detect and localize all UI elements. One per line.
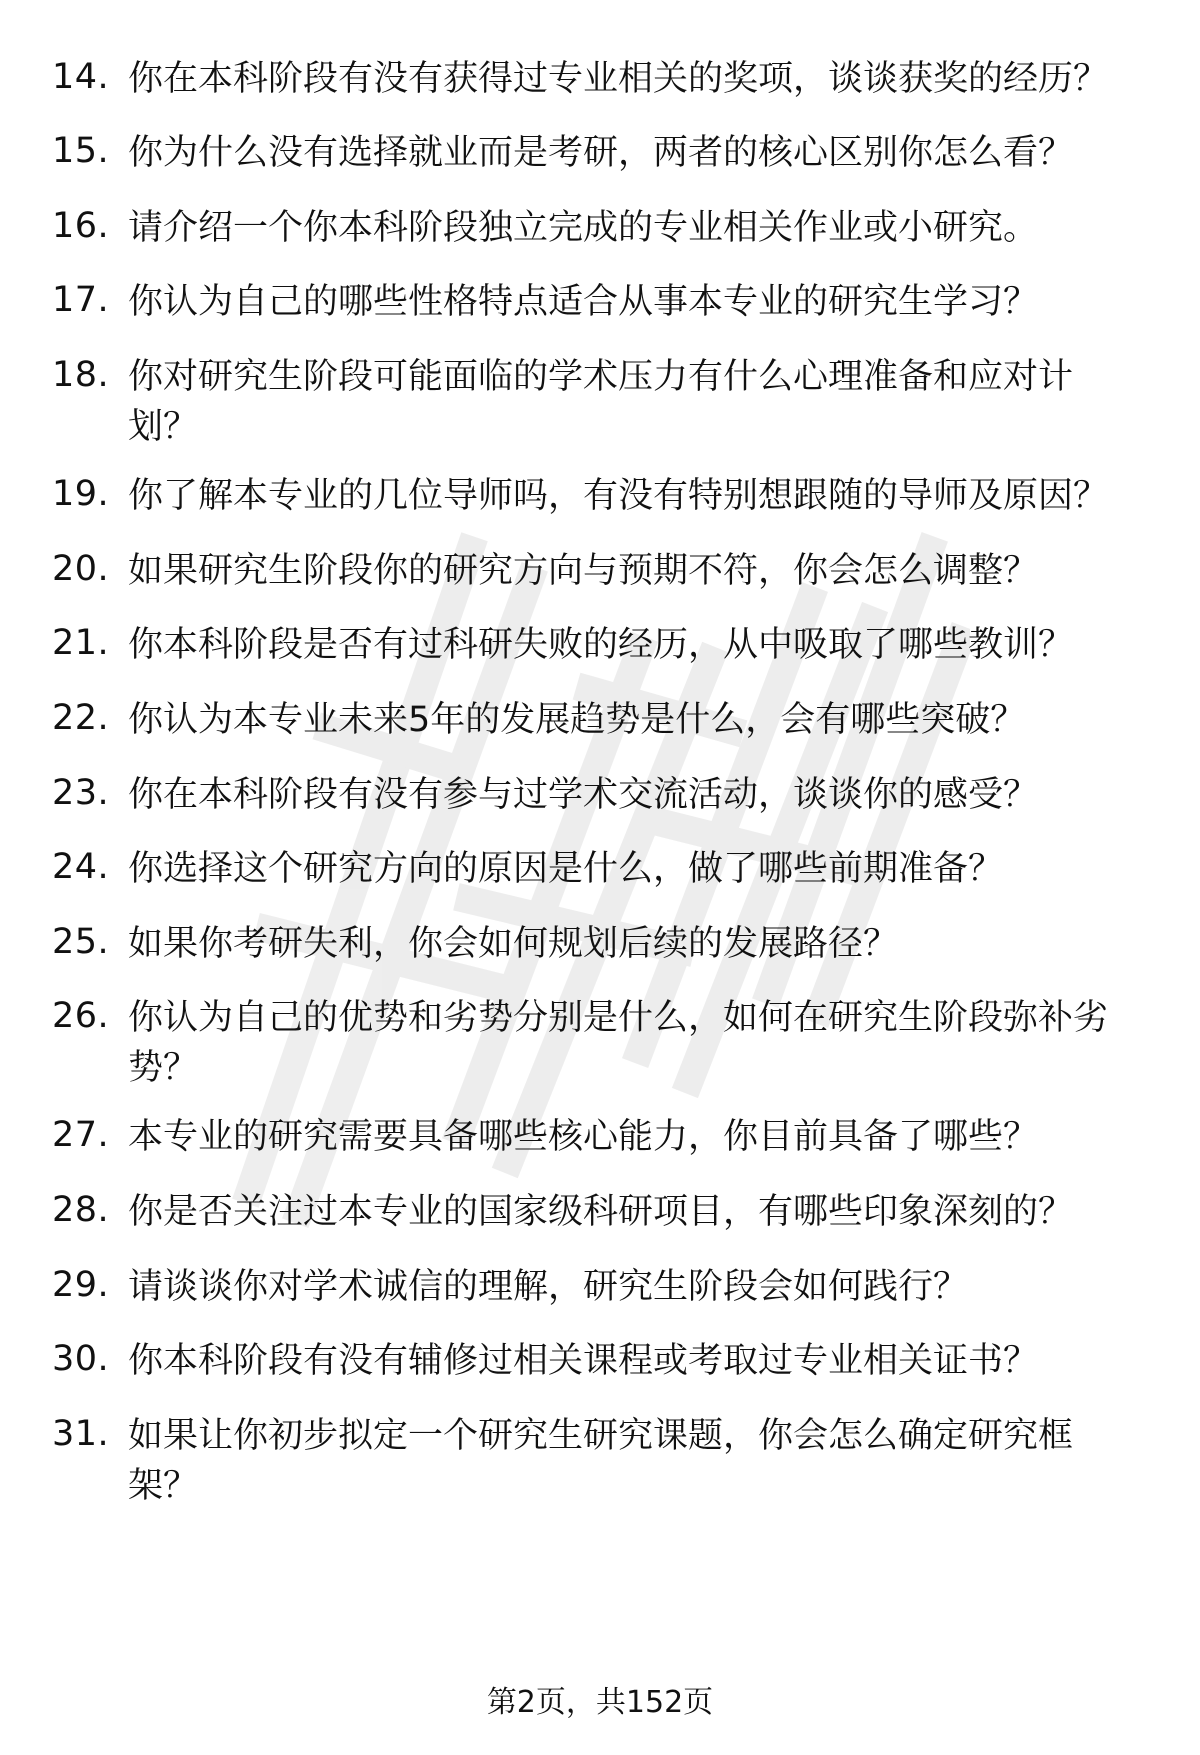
question-text: 你对研究生阶段可能面临的学术压力有什么心理准备和应对计划？ [128,357,1074,447]
question-text: 请谈谈你对学术诚信的理解，研究生阶段会如何践行？ [128,1267,969,1307]
question-number: 26. [52,996,110,1036]
question-text: 如果你考研失利，你会如何规划后续的发展路径？ [128,924,899,964]
question-text: 请介绍一个你本科阶段独立完成的专业相关作业或小研究。 [128,208,1039,248]
question-number: 31. [52,1414,110,1454]
question-text: 如果让你初步拟定一个研究生研究课题，你会怎么确定研究框架？ [128,1416,1074,1506]
question-number: 21. [52,623,110,663]
question-number: 27. [52,1115,110,1155]
question-text: 你选择这个研究方向的原因是什么，做了哪些前期准备？ [128,849,1004,889]
question-number: 17. [52,280,110,320]
question-text: 你本科阶段有没有辅修过相关课程或考取过专业相关证书？ [128,1341,1039,1381]
question-text: 你是否关注过本专业的国家级科研项目，有哪些印象深刻的？ [128,1192,1074,1232]
question-text: 你在本科阶段有没有获得过专业相关的奖项，谈谈获奖的经历？ [128,59,1109,99]
question-text: 本专业的研究需要具备哪些核心能力，你目前具备了哪些？ [128,1117,1039,1157]
question-text: 你为什么没有选择就业而是考研，两者的核心区别你怎么看？ [128,133,1074,173]
question-text: 你在本科阶段有没有参与过学术交流活动，谈谈你的感受？ [128,775,1039,815]
page-number: 第2页，共152页 [486,1685,714,1720]
question-number: 20. [52,549,110,589]
question-number: 30. [52,1339,110,1379]
question-number: 22. [52,698,110,738]
question-text: 你了解本专业的几位导师吗，有没有特别想跟随的导师及原因？ [128,476,1109,516]
question-number: 19. [52,474,110,514]
question-number: 24. [52,847,110,887]
question-text: 你本科阶段是否有过科研失败的经历，从中吸取了哪些教训？ [128,625,1074,665]
question-number: 29. [52,1265,110,1305]
question-number: 18. [52,355,110,395]
question-number: 14. [52,57,110,97]
question-number: 23. [52,773,110,813]
question-text: 你认为自己的优势和劣势分别是什么，如何在研究生阶段弥补劣势？ [128,998,1109,1088]
question-number: 28. [52,1190,110,1230]
question-text: 你认为本专业未来5年的发展趋势是什么，会有哪些突破？ [128,700,1026,740]
question-text: 如果研究生阶段你的研究方向与预期不符，你会怎么调整？ [128,551,1039,591]
question-number: 16. [52,206,110,246]
question-text: 你认为自己的哪些性格特点适合从事本专业的研究生学习？ [128,282,1039,322]
question-number: 25. [52,922,110,962]
question-number: 15. [52,131,110,171]
